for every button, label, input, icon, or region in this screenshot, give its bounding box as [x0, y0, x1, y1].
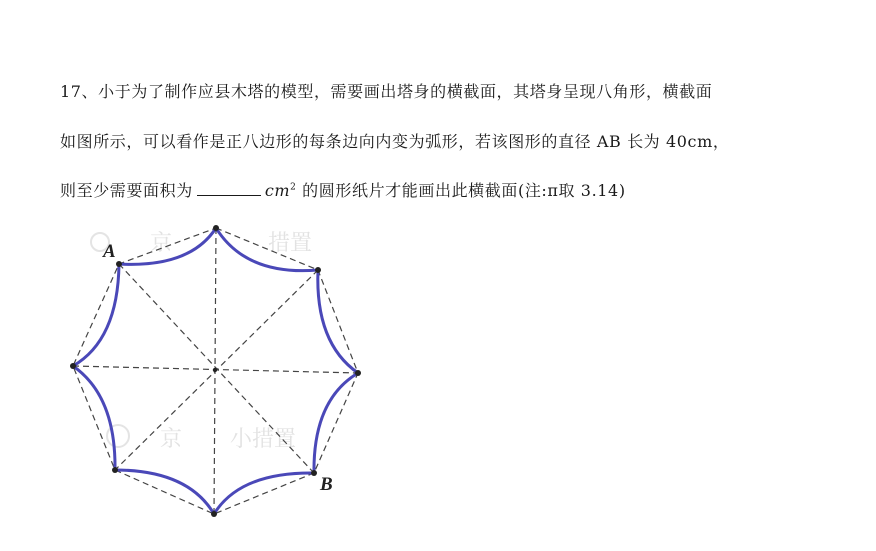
vertex-bottom — [211, 511, 217, 517]
vertex-b — [311, 470, 317, 476]
label-a: A — [103, 241, 116, 262]
area-unit-power: 2 — [290, 182, 297, 193]
question-line-2: 如图所示，可以看作是正八边形的每条边向内变为弧形，若该图形的直径 AB 长为 40cm， — [60, 132, 730, 151]
question-line-3 — [60, 178, 626, 201]
watermark-text-top-2: 措置 — [268, 231, 313, 256]
octagon-figure — [55, 205, 385, 525]
vertex-bottom-left — [112, 467, 118, 473]
center-point — [213, 368, 217, 372]
question-line-3-before: 则至少需要面积为 — [60, 181, 193, 200]
vertex-right — [355, 370, 361, 376]
vertex-top — [213, 225, 219, 231]
question-line-1: 17、小于为了制作应县木塔的模型，需要画出塔身的横截面，其塔身呈现八角形，横截面 — [60, 82, 713, 101]
watermark-text-mid-2: 小措置 — [230, 427, 297, 452]
watermark-text-mid: 京 — [160, 427, 183, 452]
vertex-a — [116, 261, 122, 267]
question-line-3-after: 的圆形纸片才能画出此横截面(注:π取 3.14) — [302, 181, 626, 200]
label-b: B — [320, 474, 333, 495]
vertex-top-right — [315, 267, 321, 273]
area-unit-base: cm — [264, 181, 291, 200]
vertex-left — [70, 363, 76, 369]
answer-blank — [197, 181, 261, 196]
area-unit — [265, 181, 297, 200]
watermark-text-top: 京 — [150, 231, 173, 256]
